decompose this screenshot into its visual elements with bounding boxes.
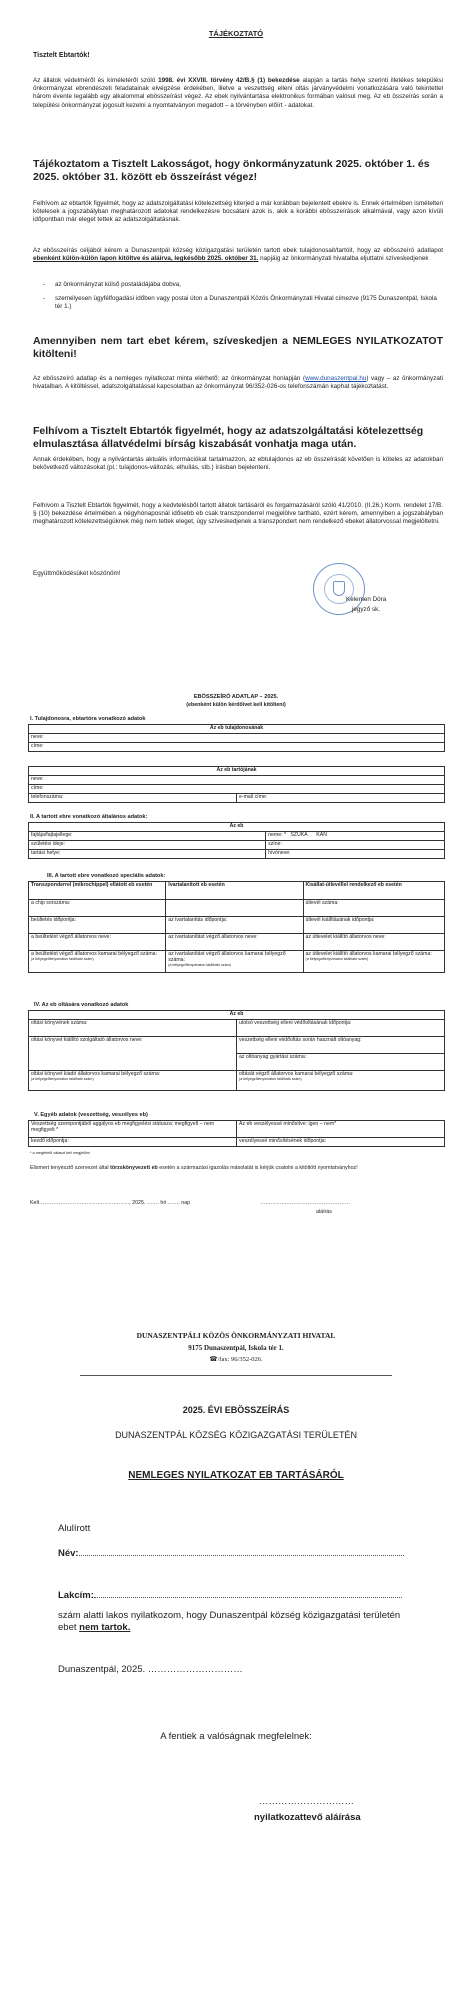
crest-icon <box>333 581 345 596</box>
implant-stamp-field[interactable]: a beültetést végző állatorvos kamarai bélyegző száma: (a bélyegzőlenyomaton található szám) <box>29 951 166 973</box>
section-owner-heading: I. Tulajdonosra, ebtartóra vonatkozó adatok <box>30 716 146 722</box>
vaccine-book-vet-field[interactable]: oltási könyvet kiállító szolgáltató állatorvos neve: <box>29 1037 237 1071</box>
signer-name: Kelemen Dóra <box>346 596 387 603</box>
special-table <box>28 881 445 973</box>
keeper-address-field[interactable]: címe: <box>29 785 445 794</box>
call-name-field[interactable]: hívóneve: <box>266 850 445 859</box>
dog-head: Az eb <box>29 1011 445 1020</box>
section-special-heading: III. A tartott ebre vonatkozó speciális adatok: <box>47 873 166 879</box>
rabies-observation-field[interactable]: Veszettség szempontjából aggályos eb megfigyelési státusza: megfigyelt – nem megfigyelt * <box>29 1121 237 1138</box>
decl-title: NEMLEGES NYILATKOZAT EB TARTÁSÁRÓL <box>128 1470 344 1481</box>
office-name: DUNASZENTPÁLI KÖZÖS ÖNKORMÁNYZATI HIVATAL <box>136 1331 336 1340</box>
signer-title: jegyző sk. <box>352 606 380 613</box>
owner-table <box>28 724 445 752</box>
section-vaccination-heading: IV. Az eb oltására vonatkozó adatok <box>34 1002 129 1008</box>
neuter-date-field[interactable]: az ivartalanítás időpontja: <box>166 917 303 934</box>
website-link[interactable]: www.dunaszentpal.hu <box>305 375 367 382</box>
keeper-head: Az eb tartójának <box>29 767 445 776</box>
notice-title: TÁJÉKOZTATÓ <box>208 29 264 38</box>
office-address: 9175 Dunaszentpál, Iskola tér 1. <box>188 1344 284 1352</box>
decl-alulirott: Alulírott <box>58 1523 91 1534</box>
color-field[interactable]: színe: <box>266 841 445 850</box>
notice-paragraph-changes: Annak érdekében, hogy a nyilvántartás aktuális információkat tartalmazzon, az ebtulajdonos az eb összeírását követően is köteles az adatokban bekövetkező változásokat (pl.: tulajdonos-változás, elhullás, stb.) írásban bejelenteni. <box>33 456 443 472</box>
dangerous-date-field[interactable]: veszélyessé minősítésének időpontja: <box>237 1138 445 1147</box>
passport-vet-field[interactable]: az útlevelet kiállító állatorvos neve: <box>303 934 444 951</box>
vaccinating-vet-stamp-field[interactable]: oltását végző állatorvos kamarai bélyegző száma: (a bélyegzőlenyomaton található szám) <box>237 1071 445 1091</box>
owner-name-field[interactable]: neve: <box>29 734 445 743</box>
empty-cell <box>166 900 303 917</box>
implant-date-field[interactable]: beültetés időpontja: <box>29 917 166 934</box>
pedigree-note: Elismert tenyésztő szervezet által törzskönyvezett eb esetén a származási igazolás másolatát is kérjük csatolni a kitöltött nyomtatványhoz! <box>30 1165 358 1171</box>
decl-signature-line[interactable]: ………………………… <box>259 1796 354 1807</box>
sex-field[interactable]: neme: * SZUKA KAN <box>266 832 445 841</box>
implant-vet-field[interactable]: a beültetést végző állatorvos neve: <box>29 934 166 951</box>
col-passport: Kisállat-útlevéllel rendelkező eb esetén <box>303 882 444 900</box>
col-transponder: Transzponderrel (mikrochippel) ellátott eb esetén <box>29 882 166 900</box>
list-item: - személyesen ügyfélfogadási időben vagy postai úton a Dunaszentpáli Közös Önkormányzati Hivatal címezve (9175 Dunaszentpál, Iskola tér 1.) <box>33 295 443 311</box>
decl-year-heading: 2025. ÉVI EBÖSSZEÍRÁS <box>182 1405 290 1415</box>
decl-name-field[interactable]: Név: <box>58 1548 418 1560</box>
keeper-email-field[interactable]: e-mail címe: <box>237 794 445 803</box>
section-general-heading: II. A tartott ebre vonatkozó általános adatok: <box>30 814 148 820</box>
dog-head: Az eb <box>29 823 445 832</box>
form-signature-line[interactable]: …………………………………………… <box>260 1200 351 1206</box>
vaccination-table <box>28 1010 445 1091</box>
passport-date-field[interactable]: útlevél kiállításának időpontja: <box>303 917 444 934</box>
rabies-vaccine-date-field[interactable]: utolsó veszettség elleni védőoltásának időpontja: <box>237 1020 445 1037</box>
notice-closing: Együttműködésüket köszönöm! <box>33 570 121 577</box>
neuter-vet-field[interactable]: az ivartalanítást végző állatorvos neve: <box>166 934 303 951</box>
form-footnote: * a megfelelő választ kell megjelölni <box>30 1151 90 1155</box>
keeper-phone-field[interactable]: telefonszáma: <box>29 794 237 803</box>
notice-submit-options <box>33 281 443 312</box>
keeping-place-field[interactable]: tartási helye: <box>29 850 266 859</box>
decl-truth-statement: A fentiek a valóságnak megfelelnek: <box>160 1731 312 1742</box>
notice-paragraph-forms: Az ebösszeíró adatlap és a nemleges nyilatkozat minta elérhető: az önkormányzat honlapján (www.dunaszentpal.hu) vagy – az önkormányzati hivatalban. A kitöltéssel, adatszolgáltatással kapcsolatban az önkormányzat 96/352-026-os telefonszámán kaphat tájékoztatást. <box>33 375 444 391</box>
observation-start-field[interactable]: kezdő időpontja: <box>29 1138 237 1147</box>
general-table <box>28 822 445 859</box>
chip-number-field[interactable]: a chip sorszáma: <box>29 900 166 917</box>
notice-headline: Tájékoztatom a Tisztelt Lakosságot, hogy önkormányzatunk 2025. október 1. és 2025. október 31. között eb összeírást végez! <box>33 158 430 183</box>
owner-address-field[interactable]: címe: <box>29 743 445 752</box>
decl-address-field[interactable]: Lakcím: <box>58 1590 418 1602</box>
section-other-heading: V. Egyéb adatok (veszettség, veszélyes eb) <box>34 1112 148 1118</box>
header-divider <box>80 1375 392 1376</box>
form-subtitle: (ebenként külön kérdőívet kell kitölteni) <box>186 702 286 708</box>
form-signature-label: aláírás <box>316 1209 332 1215</box>
form-date-line[interactable]: Kelt……………………………………………, 2025. ……. hó ……. nap <box>30 1200 191 1206</box>
notice-paragraph-transponder: Felhívom a Tisztelt Ebtartók figyelmét, hogy a kedvtelésből tartott állatok tartásáról és forgalmazásáról szóló 41/2010. (II.26.) Korm. rendelet 17/B. § (10) bekezdése értelmében a négyhónaposnál idősebb eb csak transzponderrel megjelölve tartható, ezért kérem, amennyiben a jogszabályban meghatározott kötelezettségüknek még nem tettek eleget, úgy szíveskedjenek a transzpondert nem rendelkező ebeket állatorvossal megjelöltetni. <box>33 502 443 526</box>
decl-signature-label: nyilatkozattevő aláírása <box>254 1812 361 1823</box>
keeper-table <box>28 766 445 803</box>
decl-body: szám alatti lakos nyilatkozom, hogy Dunaszentpál község közigazgatási területén ebet nem tartok. <box>58 1610 401 1633</box>
notice-paragraph-obligation: Felhívom az ebtartók figyelmét, hogy az adatszolgáltatási kötelezettség kiterjed a már korábban bejelentett ebekre is. Ennek értelmében ismételten kötelesek a jogszabályban meghatározott adatokat rendelkezésre bocsátani azok is, akik a korábbi ebösszeírások alkalmával, vagy azon kívüli időpontban már eleget tettek az adatszolgáltatásnak. <box>33 200 443 224</box>
vaccine-used-field[interactable]: veszettség elleni védőoltás során használt oltóanyag: <box>237 1037 445 1054</box>
passport-stamp-field[interactable]: az útlevelet kiállító állatorvos kamarai bélyegző száma: (a bélyegzőlenyomaton található szám) <box>303 951 444 973</box>
notice-warning: Felhívom a Tisztelt Ebtartók figyelmét, hogy az adatszolgáltatási kötelezettség elmulasztása állatvédelmi bírság kiszabását vonhatja maga után. <box>33 425 424 450</box>
form-title: EBÖSSZEÍRÓ ADATLAP – 2025. <box>193 694 279 700</box>
decl-area-heading: DUNASZENTPÁL KÖZSÉG KÖZIGAZGATÁSI TERÜLETÉN <box>115 1430 357 1440</box>
book-vet-stamp-field[interactable]: oltási könyvet kiadó állatorvos kamarai bélyegző száma: (a bélyegzőlenyomaton található szám) <box>29 1071 237 1091</box>
keeper-name-field[interactable]: neve: <box>29 776 445 785</box>
neuter-stamp-field[interactable]: az ivartalanítást végző állatorvos kamarai bélyegző száma: (a bélyegzőlenyomaton található szám) <box>166 951 303 973</box>
other-table <box>28 1120 445 1147</box>
decl-date[interactable]: Dunaszentpál, 2025. ………………………… <box>58 1664 243 1675</box>
list-item: - az önkormányzat külső postaládájába dobva, <box>33 281 443 289</box>
passport-number-field[interactable]: útlevél száma: <box>303 900 444 917</box>
office-phone: ☎/fax: 96/352-026. <box>209 1356 263 1363</box>
birth-date-field[interactable]: születési ideje: <box>29 841 266 850</box>
sex-option-female[interactable]: SZUKA <box>290 832 308 838</box>
notice-paragraph-law: Az állatok védelméről és kíméletéről szóló 1998. évi XXVIII. törvény 42/B.§ (1) bekezdése alapján a tartás helye szerinti illetékes települési önkormányzat ebrendészeti feladatainak elvégzése érdekében, illetve a veszettség elleni oltás járványvédelmi vonatkozására való tekintettel három évente legalább egy alkalommal ebösszeírást végez. Az ebek nyilvántartása elektronikus formában valósul meg. Az eb összeírás során a települési önkormányzat jogosult kezelni a nyomtatványon megadott – a törvényben előírt - adatokat. <box>33 77 443 109</box>
notice-nemleges-callout: Amennyiben nem tart ebet kérem, szíveskedjen a NEMLEGES NYILATKOZATOT kitölteni! <box>33 335 443 360</box>
vaccine-batch-field[interactable]: az oltóanyag gyártási száma: <box>237 1054 445 1071</box>
notice-paragraph-submit: Az ebösszeírás céljából kérem a Dunaszentpál község közigazgatási területén tartott ebek tulajdonosait/tartóit, hogy az ebösszeíró adatlapot ebenként külön-külön lapon kitöltve és aláírva, legkésőbb 2025. október 31. napjáig az önkormányzati hivatalba eljuttatni szíveskedjenek <box>33 247 443 263</box>
owner-head: Az eb tulajdonosának <box>29 725 445 734</box>
dangerous-dog-field[interactable]: Az eb veszélyessé minősítve: igen – nem* <box>237 1121 445 1138</box>
col-neutered: Ivartalanított eb esetén <box>166 882 303 900</box>
vaccine-book-number-field[interactable]: oltási könyvének száma: <box>29 1020 237 1037</box>
notice-greeting: Tisztelt Ebtartók! <box>33 52 90 59</box>
sex-option-male[interactable]: KAN <box>316 832 327 838</box>
breed-field[interactable]: fajtája/fajtajellege: <box>29 832 266 841</box>
